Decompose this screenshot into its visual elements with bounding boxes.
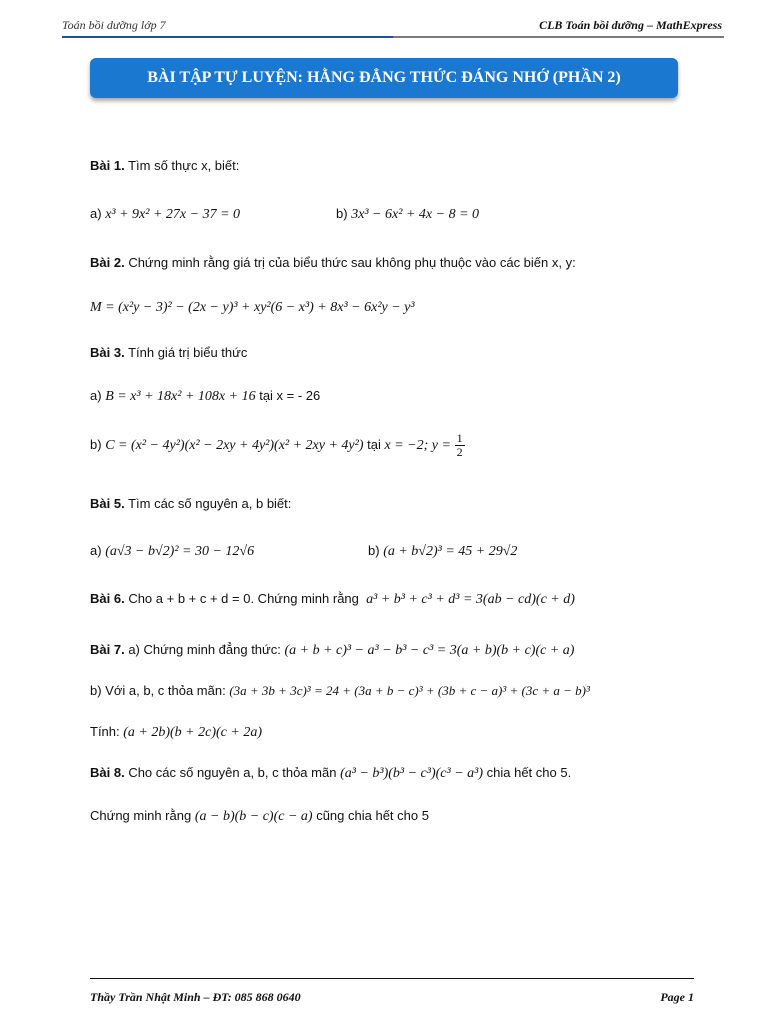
header-rule (62, 36, 724, 38)
bai3-a (90, 388, 320, 405)
bai1-a-expr: x³ + 9x² + 27x − 37 = 0 (105, 207, 241, 222)
bai8-text2-post: cũng chia hết cho 5 (316, 808, 429, 823)
bai7-a-text: a) Chứng minh đẳng thức: (128, 642, 281, 657)
bai8-expr1: (a³ − b³)(b³ − c³)(c³ − a³) (340, 766, 484, 781)
page-title: BÀI TẬP TỰ LUYỆN: HẰNG ĐẲNG THỨC ĐÁNG NHỚ (PHẦN 2) (147, 69, 621, 86)
bai2-label: Bài 2. (90, 255, 125, 270)
bai3-a-label: a) (90, 388, 102, 403)
bai3-b-fraction (455, 432, 465, 459)
bai3-b (90, 432, 465, 459)
bai1-b (336, 206, 479, 223)
bai1-heading (90, 158, 239, 173)
bai3-heading (90, 345, 247, 360)
bai8-expr2: (a − b)(b − c)(c − a) (194, 809, 313, 824)
bai1-b-expr: 3x³ − 6x² + 4x − 8 = 0 (351, 207, 480, 222)
bai8-text2-pre: Chứng minh rằng (90, 808, 192, 823)
bai3-text: Tính giá trị biểu thức (128, 345, 248, 360)
page-header (62, 18, 722, 38)
bai5-label: Bài 5. (90, 496, 125, 511)
bai5-b-expr: (a + b√2)³ = 45 + 29√2 (383, 544, 518, 559)
header-right: CLB Toán bồi dưỡng – MathExpress (539, 18, 722, 32)
bai8-label: Bài 8. (90, 765, 125, 780)
bai7-c-text: Tính: (90, 724, 120, 739)
title-banner (90, 58, 678, 98)
bai8-text-pre: Cho các số nguyên a, b, c thỏa mãn (128, 765, 337, 780)
bai5-heading (90, 496, 291, 511)
bai1-label: Bài 1. (90, 158, 125, 173)
bai8-text-post: chia hết cho 5. (486, 765, 572, 780)
bai3-b-cond: x = −2; y = (384, 437, 451, 453)
header-left: Toán bồi dưỡng lớp 7 (62, 18, 166, 32)
bai3-b-cond-pre: tại (367, 436, 381, 452)
bai6-label: Bài 6. (90, 591, 125, 606)
bai3-a-cond: tại x = - 26 (259, 388, 321, 403)
bai2-expr-line (90, 299, 415, 316)
bai1-a-label: a) (90, 206, 102, 221)
bai1-b-label: b) (336, 206, 348, 221)
bai6-text: Cho a + b + c + d = 0. Chứng minh rằng (128, 591, 359, 606)
page-footer (90, 990, 694, 1008)
bai5-a-label: a) (90, 543, 102, 558)
bai3-b-expr: C = (x² − 4y²)(x² − 2xy + 4y²)(x² + 2xy + 4y²) (105, 437, 364, 453)
bai5-a-expr: (a√3 − b√2)² = 30 − 12√6 (105, 544, 255, 559)
bai1-a (90, 206, 240, 223)
bai7-b (90, 683, 590, 699)
bai6-line (90, 591, 575, 608)
bai5-text: Tìm các số nguyên a, b biết: (128, 496, 292, 511)
bai2-expr: M = (x²y − 3)² − (2x − y)³ + xy²(6 − x³) + 8x³ − 6x²y − y³ (90, 300, 415, 315)
bai8-line1 (90, 765, 571, 782)
bai2-text: Chứng minh rằng giá trị của biểu thức sau không phụ thuộc vào các biến x, y: (128, 255, 576, 270)
bai7-c (90, 724, 262, 741)
bai3-b-label: b) (90, 436, 102, 452)
bai7-label: Bài 7. (90, 642, 125, 657)
bai2-heading (90, 255, 576, 270)
fraction-denominator: 2 (456, 445, 463, 459)
fraction-numerator: 1 (456, 431, 463, 445)
bai7-c-expr: (a + 2b)(b + 2c)(c + 2a) (123, 725, 262, 740)
bai3-a-expr: B = x³ + 18x² + 108x + 16 (105, 389, 256, 404)
bai5-b-label: b) (368, 543, 380, 558)
bai3-label: Bài 3. (90, 345, 125, 360)
footer-left: Thầy Trần Nhật Minh – ĐT: 085 868 0640 (90, 990, 301, 1004)
bai7-b-expr: (3a + 3b + 3c)³ = 24 + (3a + b − c)³ + (3b + c − a)³ + (3c + a − b)³ (229, 683, 590, 698)
bai8-line2 (90, 808, 429, 825)
bai6-expr: a³ + b³ + c³ + d³ = 3(ab − cd)(c + d) (366, 592, 575, 607)
bai5-a (90, 543, 254, 560)
bai1-text: Tìm số thực x, biết: (128, 158, 240, 173)
bai7-a (90, 642, 574, 659)
footer-rule (90, 978, 694, 979)
bai7-a-expr: (a + b + c)³ − a³ − b³ − c³ = 3(a + b)(b + c)(c + a) (284, 643, 575, 658)
bai7-b-text: b) Với a, b, c thỏa mãn: (90, 683, 226, 698)
bai5-b (368, 543, 517, 560)
page-number: Page 1 (660, 990, 694, 1004)
